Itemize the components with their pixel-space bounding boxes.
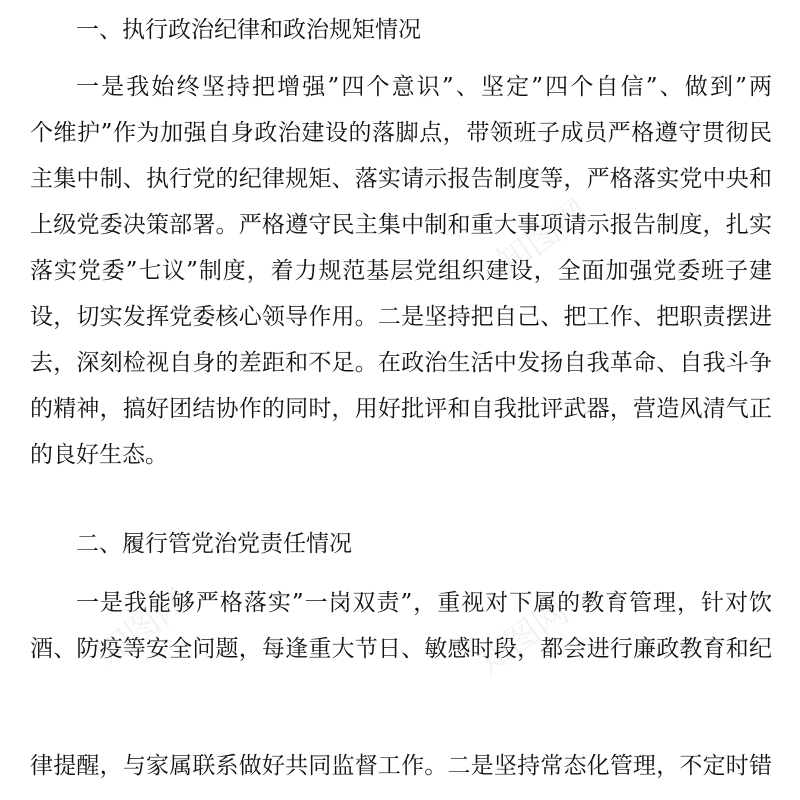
paragraph-line: 的精神，搞好团结协作的同时，用好批评和自我批评武器，营造风清气正 — [30, 396, 772, 422]
paragraph-line: 酒、防疫等安全问题，每逢重大节日、敏感时段，都会进行廉政教育和纪 — [30, 636, 772, 662]
watermark: 知图网 — [89, 581, 197, 674]
paragraph-line: 律提醒，与家属联系做好共同监督工作。二是坚持常态化管理，不定时错 — [30, 753, 772, 779]
section-heading-2: 二、履行管党治党责任情况 — [76, 531, 352, 557]
paragraph-line: 个维护”作为加强自身政治建设的落脚点，带领班子成员严格遵守贯彻民 — [30, 120, 772, 146]
paragraph-line: 设，切实发挥党委核心领导作用。二是坚持把自己、把工作、把职责摆进 — [30, 304, 772, 330]
paragraph-line: 上级党委决策部署。严格遵守民主集中制和重大事项请示报告制度，扎实 — [30, 212, 772, 238]
paragraph-line: 一是我能够严格落实”一岗双责”，重视对下属的教育管理，针对饮 — [76, 590, 772, 616]
paragraph-line: 落实党委”七议”制度，着力规范基层党组织建设，全面加强党委班子建 — [30, 258, 772, 284]
watermark: 知图网 — [469, 591, 577, 684]
section-heading-1: 一、执行政治纪律和政治规矩情况 — [76, 17, 421, 43]
watermark: 知图网 — [489, 191, 597, 284]
paragraph-line: 一是我始终坚持把增强”四个意识”、坚定”四个自信”、做到”两 — [76, 74, 772, 100]
paragraph-line: 的良好生态。 — [30, 442, 168, 468]
paragraph-line: 去，深刻检视自身的差距和不足。在政治生活中发扬自我革命、自我斗争 — [30, 350, 772, 376]
paragraph-line: 主集中制、执行党的纪律规矩、落实请示报告制度等，严格落实党中央和 — [30, 166, 772, 192]
